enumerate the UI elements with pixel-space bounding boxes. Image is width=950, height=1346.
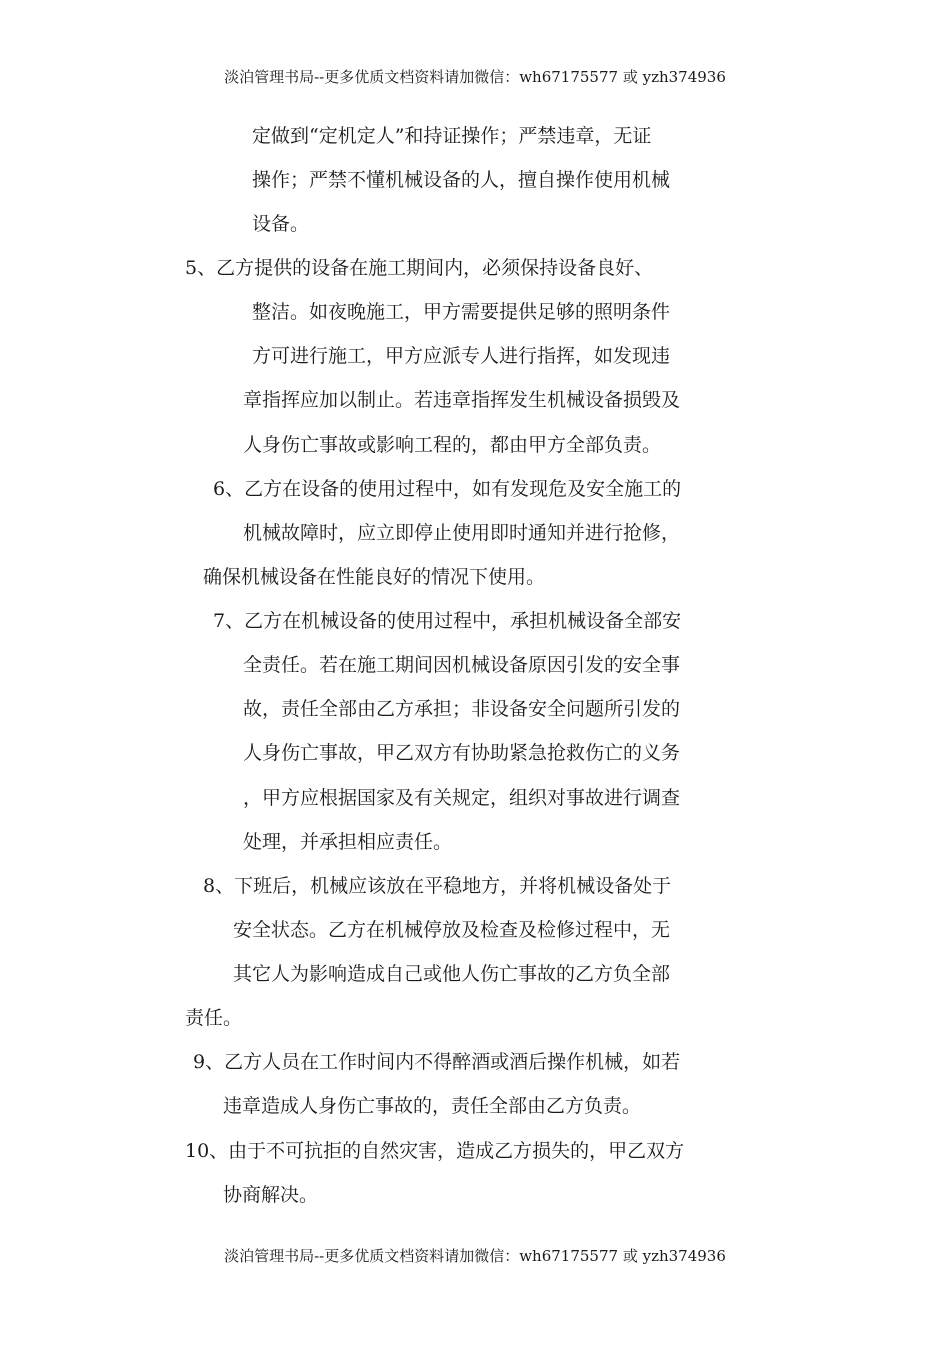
page-footer: 淡泊管理书局--更多优质文档资料请加微信：wh67175577 或 yzh374936 bbox=[224, 1247, 726, 1265]
text-line: ，甲方应根据国家及有关规定，组织对事故进行调查 bbox=[243, 787, 681, 809]
page-header: 淡泊管理书局--更多优质文档资料请加微信：wh67175577 或 yzh374936 bbox=[224, 68, 726, 86]
text-line: 责任。 bbox=[185, 1007, 243, 1029]
text-line: 整洁。如夜晚施工，甲方需要提供足够的照明条件 bbox=[252, 301, 671, 323]
text-line: 机械故障时，应立即停止使用即时通知并进行抢修， bbox=[243, 522, 681, 544]
text-line: 方可进行施工，甲方应派专人进行指挥，如发现违 bbox=[252, 345, 671, 367]
text-line: 处理，并承担相应责任。 bbox=[243, 831, 453, 853]
text-line: 确保机械设备在性能良好的情况下使用。 bbox=[203, 566, 546, 588]
text-line: 故，责任全部由乙方承担；非设备安全问题所引发的 bbox=[243, 698, 681, 720]
text-line: 章指挥应加以制止。若违章指挥发生机械设备损毁及 bbox=[243, 389, 681, 411]
text-line: 人身伤亡事故或影响工程的，都由甲方全部负责。 bbox=[243, 434, 662, 456]
text-line: 8、下班后，机械应该放在平稳地方，并将机械设备处于 bbox=[203, 875, 672, 897]
text-line: 6、乙方在设备的使用过程中，如有发现危及安全施工的 bbox=[213, 478, 682, 500]
text-line: 安全状态。乙方在机械停放及检查及检修过程中，无 bbox=[233, 919, 671, 941]
text-line: 7、乙方在机械设备的使用过程中，承担机械设备全部安 bbox=[213, 610, 682, 632]
text-line: 违章造成人身伤亡事故的，责任全部由乙方负责。 bbox=[223, 1095, 642, 1117]
text-line: 5、乙方提供的设备在施工期间内，必须保持设备良好、 bbox=[185, 257, 654, 279]
text-line: 设备。 bbox=[252, 213, 310, 235]
text-line: 协商解决。 bbox=[223, 1184, 319, 1206]
text-line: 其它人为影响造成自己或他人伤亡事故的乙方负全部 bbox=[233, 963, 671, 985]
text-line: 9、乙方人员在工作时间内不得醉酒或酒后操作机械，如若 bbox=[193, 1051, 681, 1073]
text-line: 操作；严禁不懂机械设备的人，擅自操作使用机械 bbox=[252, 169, 671, 191]
text-line: 10、由于不可抗拒的自然灾害，造成乙方损失的，甲乙双方 bbox=[185, 1140, 685, 1162]
text-line: 定做到“定机定人”和持证操作；严禁违章，无证 bbox=[252, 125, 652, 147]
text-line: 全责任。若在施工期间因机械设备原因引发的安全事 bbox=[243, 654, 681, 676]
text-line: 人身伤亡事故，甲乙双方有协助紧急抢救伤亡的义务 bbox=[243, 742, 681, 764]
